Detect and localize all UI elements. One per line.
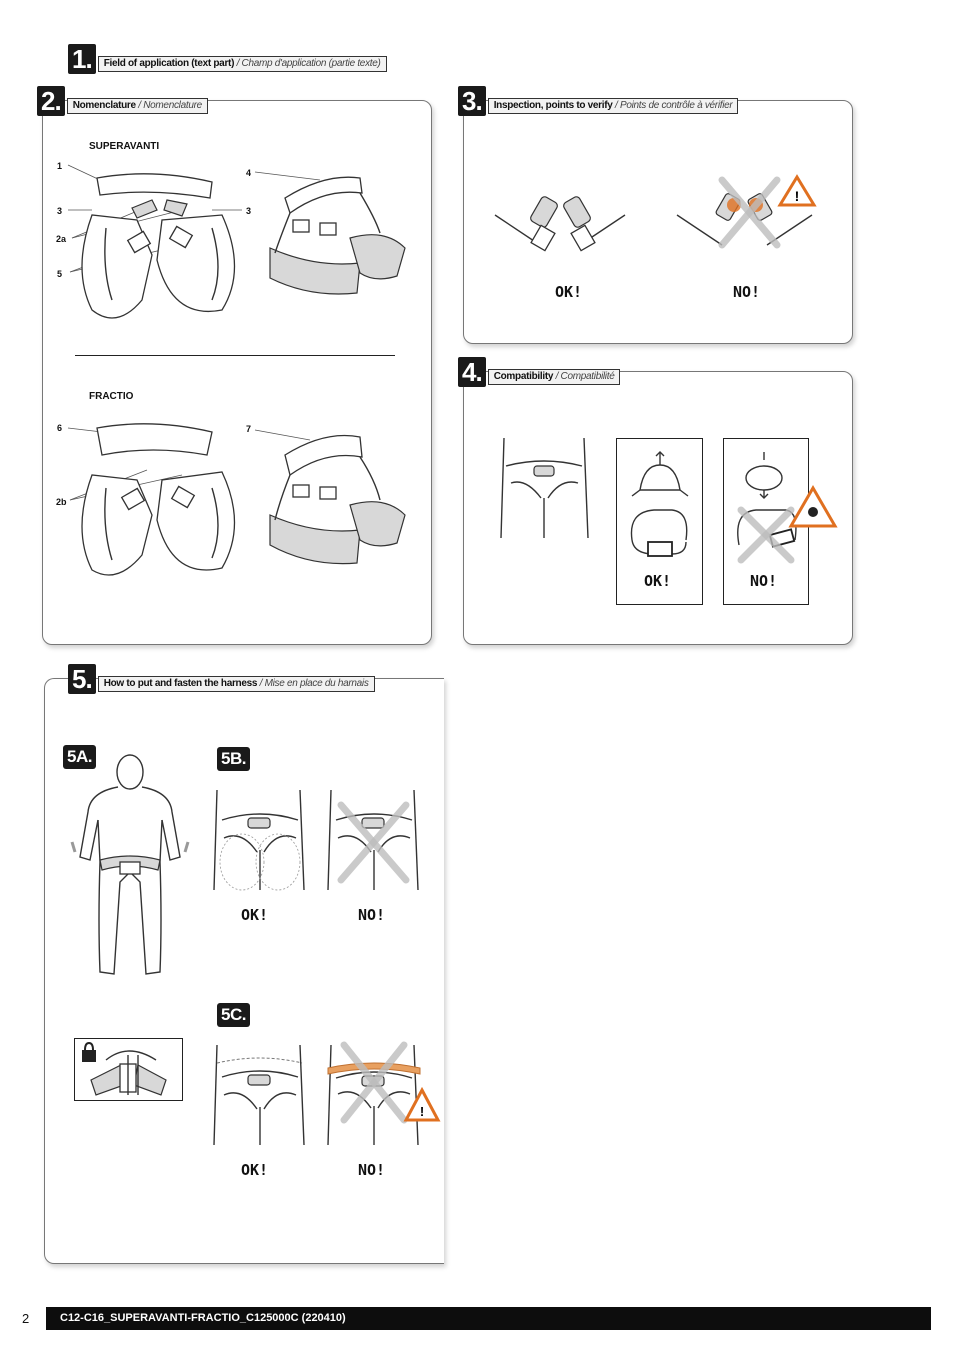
section-number: 3. (458, 86, 486, 116)
step-5b-label: 5B. (217, 747, 250, 771)
callout-3-right: 3 (246, 206, 252, 216)
callout-2b: 2b (56, 497, 67, 507)
buckle-lock-illustration (76, 1040, 181, 1100)
callout-5: 5 (57, 269, 63, 279)
section-number: 5. (68, 664, 96, 694)
carabiner-asymmetric-illustration (731, 450, 839, 565)
section-title: How to put and fasten the harness / Mise en place du harnais (98, 676, 375, 692)
callout-6: 6 (57, 423, 63, 433)
page-number: 2 (22, 1311, 30, 1326)
callout-4: 4 (246, 168, 252, 178)
section-3-header (458, 86, 738, 116)
carabiner-oval-direction-illustration (624, 450, 696, 565)
verdict-no: NO! (750, 572, 778, 590)
person-illustration (70, 752, 190, 982)
step-5c-no-illustration (326, 1040, 441, 1150)
fractio-front-illustration (62, 410, 252, 585)
section-1-header (68, 44, 387, 74)
step-5c-label: 5C. (217, 1003, 250, 1027)
model-name-superavanti: SUPERAVANTI (89, 141, 160, 152)
fractio-side-illustration (265, 425, 415, 570)
step-5c-ok-illustration (212, 1045, 307, 1150)
step-5b-ok-illustration (212, 790, 307, 895)
section-title: Field of application (text part) / Champ d'application (partie texte) (98, 56, 387, 72)
inspection-ok-illustration (490, 190, 630, 260)
verdict-no: NO! (358, 906, 386, 924)
verdict-ok: OK! (241, 906, 269, 924)
section-number: 1. (68, 44, 96, 74)
section-title: Nomenclature / Nomenclature (67, 98, 208, 114)
section-title: Compatibility / Compatibilité (488, 369, 621, 385)
callout-3-left: 3 (57, 206, 63, 216)
footer-reference: C12-C16_SUPERAVANTI-FRACTIO_C125000C (220410) (46, 1307, 931, 1330)
superavanti-front-illustration (62, 160, 252, 330)
section-title: Inspection, points to verify / Points de contrôle à vérifier (488, 98, 739, 114)
divider (75, 355, 395, 356)
section-4-header (458, 357, 620, 387)
verdict-no: NO! (733, 283, 761, 301)
step-5a-label: 5A. (63, 745, 96, 769)
section-number: 4. (458, 357, 486, 387)
model-name-fractio: FRACTIO (89, 391, 134, 402)
callout-2a: 2a (56, 234, 67, 244)
section-2-header (37, 86, 208, 116)
svg-text:!: ! (794, 188, 800, 204)
section-number: 2. (37, 86, 65, 116)
callout-1: 1 (57, 161, 63, 171)
verdict-ok: OK! (241, 1161, 269, 1179)
verdict-ok: OK! (555, 283, 583, 301)
inspection-no-illustration (672, 175, 817, 260)
step-5b-no-illustration (326, 790, 421, 895)
harness-body-illustration (496, 438, 591, 543)
superavanti-side-illustration (265, 168, 415, 303)
callout-7: 7 (246, 424, 252, 434)
section-5-header (68, 664, 375, 694)
verdict-no: NO! (358, 1161, 386, 1179)
svg-text:!: ! (419, 1104, 425, 1119)
verdict-ok: OK! (644, 572, 672, 590)
